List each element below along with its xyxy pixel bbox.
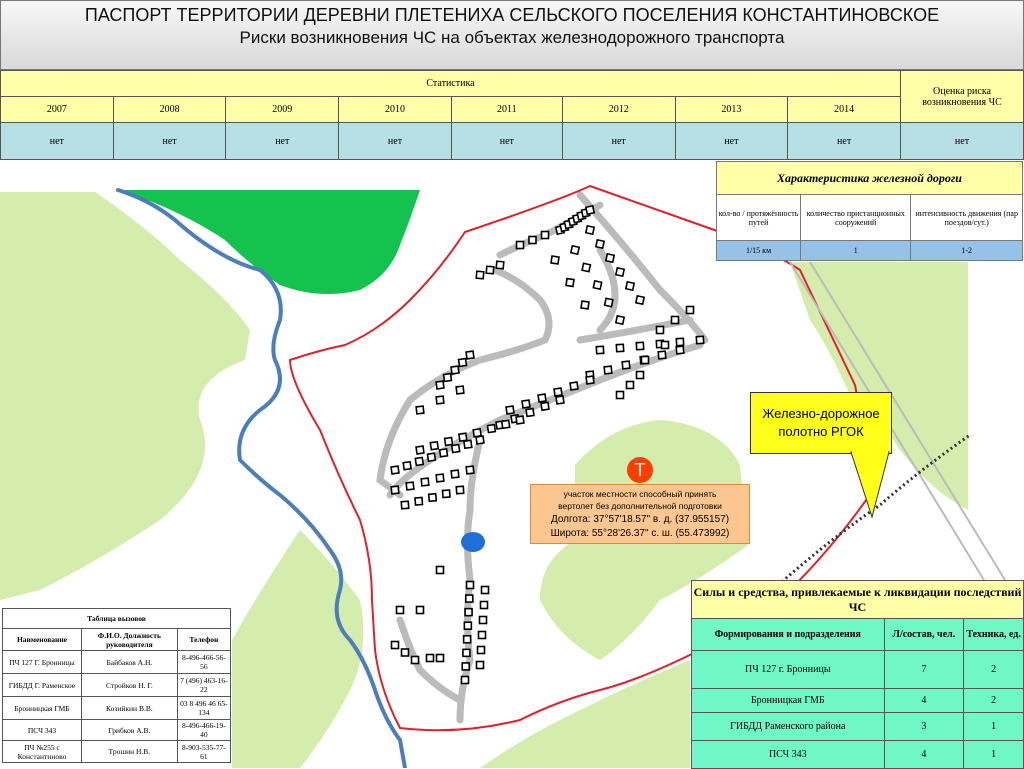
house-marker — [676, 346, 684, 354]
statistics-header: Статистика — [1, 71, 901, 97]
house-marker — [556, 396, 564, 404]
helipad-icon: Т — [627, 457, 653, 483]
house-marker — [617, 392, 624, 399]
house-marker — [464, 636, 471, 643]
railway-value-structures: 1 — [801, 241, 911, 261]
calls-phone: 8-496-466-56-56 — [177, 651, 230, 674]
forces-title: Силы и средства, привлекаемые к ликвидации последствий ЧС — [692, 581, 1024, 619]
forces-staff: 3 — [884, 713, 964, 741]
house-marker — [522, 400, 530, 408]
year-cell: 2014 — [788, 97, 901, 123]
house-marker — [462, 677, 469, 684]
helipad-longitude: Долгота: 37°57'18.57" в. д. (37.955157) — [550, 513, 730, 525]
year-cell: 2011 — [451, 97, 562, 123]
value-cell: нет — [339, 123, 452, 160]
calls-name: ГИБДД Г. Раменское — [3, 674, 82, 697]
house-marker — [392, 642, 399, 649]
forces-staff: 7 — [884, 651, 964, 689]
year-cell: 2008 — [113, 97, 226, 123]
house-marker — [427, 453, 435, 461]
house-marker — [459, 359, 467, 367]
house-marker — [529, 237, 536, 244]
house-marker — [473, 429, 481, 437]
house-marker — [440, 449, 448, 457]
house-marker — [616, 268, 624, 276]
railway-header-structures: количество пристанционных сооружений — [801, 195, 911, 241]
house-marker — [586, 206, 594, 214]
house-marker — [406, 482, 414, 490]
house-marker — [596, 346, 603, 353]
house-marker — [526, 409, 534, 417]
house-marker — [464, 622, 471, 629]
house-marker — [637, 372, 644, 379]
year-cell: 2009 — [226, 97, 339, 123]
house-marker — [430, 442, 438, 450]
house-marker — [466, 595, 473, 602]
value-cell: нет — [562, 123, 675, 160]
house-marker — [570, 382, 578, 390]
risk-header: Оценка риска возникновения ЧС — [901, 71, 1024, 123]
calls-phone: 8-496-466-19-40 — [177, 720, 230, 741]
forces-unit: ГИБДД Раменского района — [692, 713, 885, 741]
house-marker — [586, 376, 594, 384]
house-marker — [436, 474, 444, 482]
statistics-table — [0, 70, 1024, 160]
house-marker — [506, 406, 514, 414]
helipad-line: участок местности способный принять — [563, 489, 717, 499]
house-marker — [606, 254, 614, 262]
house-marker — [466, 351, 474, 359]
house-marker — [581, 301, 589, 309]
table-row — [3, 720, 231, 741]
house-marker — [636, 296, 644, 304]
year-cell: 2012 — [562, 97, 675, 123]
page-title: ПАСПОРТ ТЕРРИТОРИИ ДЕРЕВНИ ПЛЕТЕНИХА СЕЛЬСКОГО ПОСЕЛЕНИЯ КОНСТАНТИНОВСКОЕ — [84, 5, 940, 25]
house-marker — [566, 279, 574, 287]
house-marker — [412, 657, 419, 664]
year-cell: 2013 — [675, 97, 788, 123]
page-subtitle: Риски возникновения ЧС на объектах железнодорожного транспорта — [239, 28, 785, 47]
house-marker — [401, 501, 408, 508]
value-cell: нет — [1, 123, 114, 160]
railway-table — [716, 161, 1023, 261]
house-marker — [445, 437, 453, 445]
year-cell: 2007 — [1, 97, 114, 123]
house-marker — [542, 232, 549, 239]
house-marker — [427, 655, 434, 662]
house-marker — [467, 582, 474, 589]
house-marker — [421, 478, 429, 486]
house-marker — [642, 357, 649, 364]
calls-phone: 8-903-535-77-61 — [177, 741, 230, 763]
house-marker — [462, 663, 469, 670]
table-row — [692, 651, 1024, 689]
house-marker — [417, 607, 424, 614]
house-marker — [516, 416, 524, 424]
values-row — [1, 123, 1024, 160]
pond — [461, 532, 485, 552]
house-marker — [463, 649, 470, 656]
forces-table — [691, 580, 1024, 769]
house-marker — [481, 602, 488, 609]
house-marker — [443, 490, 450, 497]
house-marker — [479, 632, 486, 639]
house-marker — [657, 327, 664, 334]
house-marker — [456, 386, 464, 394]
house-marker — [586, 226, 594, 234]
house-marker — [593, 281, 601, 289]
house-marker — [636, 342, 643, 349]
house-marker — [627, 382, 634, 389]
house-marker — [496, 261, 504, 269]
house-marker — [554, 388, 562, 396]
helipad-latitude: Широта: 55°28'26.37" с. ш. (55.473992) — [550, 527, 730, 539]
railway-header-intensity: интенсивность движения (пар поездов/сут.) — [911, 195, 1023, 241]
house-marker — [477, 662, 484, 669]
railway-callout — [750, 392, 892, 454]
value-cell: нет — [451, 123, 562, 160]
house-marker — [486, 266, 494, 274]
house-marker — [571, 246, 579, 254]
house-marker — [416, 446, 424, 454]
risk-value: нет — [901, 123, 1024, 160]
calls-head: Козийкин В.В. — [81, 697, 177, 720]
railway-callout-text: Железно-дорожное полотно РГОК — [762, 406, 880, 439]
helipad-note — [530, 484, 750, 544]
value-cell: нет — [113, 123, 226, 160]
house-marker — [502, 420, 510, 428]
house-marker — [436, 381, 444, 389]
calls-table — [2, 608, 231, 763]
forces-staff: 4 — [884, 689, 964, 713]
house-marker — [415, 457, 423, 465]
house-marker — [397, 607, 404, 614]
house-marker — [391, 486, 399, 494]
house-marker — [403, 462, 411, 470]
years-row — [1, 97, 1024, 123]
house-marker — [672, 317, 679, 324]
forces-equipment: 2 — [964, 651, 1024, 689]
forces-staff: 4 — [884, 741, 964, 769]
calls-head: Грибков А.В. — [81, 720, 177, 741]
calls-name: ПСЧ 343 — [3, 720, 82, 741]
forces-header-staff: Л/состав, чел. — [884, 619, 964, 651]
house-marker — [658, 351, 666, 359]
house-marker — [538, 394, 546, 402]
value-cell: нет — [226, 123, 339, 160]
house-marker — [436, 396, 444, 404]
callout-pointer — [850, 451, 900, 521]
house-marker — [437, 567, 444, 574]
table-row — [3, 697, 231, 720]
year-cell: 2010 — [339, 97, 452, 123]
house-marker — [541, 402, 549, 410]
house-marker — [415, 498, 422, 505]
house-marker — [476, 436, 484, 444]
table-row — [3, 741, 231, 763]
railway-value-tracks: 1/15 км — [717, 241, 801, 261]
calls-name: ПЧ 127 Г. Бронницы — [3, 651, 82, 674]
house-marker — [676, 338, 683, 345]
railway-value-intensity: 1-2 — [911, 241, 1023, 261]
house-marker — [451, 366, 459, 374]
house-marker — [696, 336, 703, 343]
railway-title: Характеристика железной дороги — [717, 162, 1023, 195]
house-marker — [480, 617, 487, 624]
calls-head: Байбаков А.Н. — [81, 651, 177, 674]
house-marker — [687, 307, 694, 314]
railway-header-tracks: кол-во / протяжённость путей — [717, 195, 801, 241]
calls-header-phone: Телефон — [177, 629, 230, 651]
house-marker — [476, 271, 484, 279]
value-cell: нет — [675, 123, 788, 160]
house-marker — [605, 298, 613, 306]
house-marker — [465, 609, 472, 616]
calls-head: Стройков Н. Г. — [81, 674, 177, 697]
table-row — [692, 689, 1024, 713]
calls-title: Таблица вызовов — [3, 609, 231, 629]
forces-unit: Бронницкая ГМБ — [692, 689, 885, 713]
value-cell: нет — [788, 123, 901, 160]
house-marker — [616, 344, 623, 351]
house-marker — [456, 486, 463, 493]
forces-equipment: 1 — [964, 713, 1024, 741]
table-row — [692, 741, 1024, 769]
house-marker — [452, 445, 460, 453]
calls-head: Трошин Н.В. — [81, 741, 177, 763]
house-marker — [459, 433, 467, 441]
table-row — [692, 713, 1024, 741]
house-marker — [582, 263, 590, 271]
house-marker — [596, 240, 604, 248]
house-marker — [622, 361, 630, 369]
house-marker — [451, 470, 459, 478]
house-marker — [437, 655, 444, 662]
house-marker — [444, 374, 452, 382]
house-marker — [604, 366, 612, 374]
forces-equipment: 1 — [964, 741, 1024, 769]
calls-phone: 03 8 496 46 65-134 — [177, 697, 230, 720]
calls-name: ПЧ №255 с Константиново — [3, 741, 82, 763]
forces-unit: ПЧ 127 г. Бронницы — [692, 651, 885, 689]
house-marker — [482, 587, 489, 594]
calls-header-name: Наименование — [3, 629, 82, 651]
house-marker — [416, 406, 424, 414]
house-marker — [429, 494, 436, 501]
forces-unit: ПСЧ 343 — [692, 741, 885, 769]
house-marker — [626, 282, 634, 290]
page-header — [0, 0, 1024, 70]
house-marker — [478, 647, 485, 654]
helipad-line: вертолет без дополнительной подготовки — [558, 500, 722, 511]
table-row — [3, 674, 231, 697]
calls-name: Бронницкая ГМБ — [3, 697, 82, 720]
house-marker — [402, 649, 409, 656]
house-marker — [464, 440, 472, 448]
house-marker — [391, 466, 399, 474]
forces-header-unit: Формирования и подразделения — [692, 619, 885, 651]
calls-header-head: Ф.И.О. Должность руководителя — [81, 629, 177, 651]
table-row — [3, 651, 231, 674]
calls-phone: 7 (496) 463-16-22 — [177, 674, 230, 697]
house-marker — [662, 342, 669, 349]
house-marker — [616, 316, 624, 324]
forces-header-equipment: Техника, ед. — [964, 619, 1024, 651]
house-marker — [466, 466, 474, 474]
house-marker — [517, 242, 524, 249]
forces-equipment: 2 — [964, 689, 1024, 713]
house-marker — [551, 256, 559, 264]
house-marker — [487, 425, 495, 433]
